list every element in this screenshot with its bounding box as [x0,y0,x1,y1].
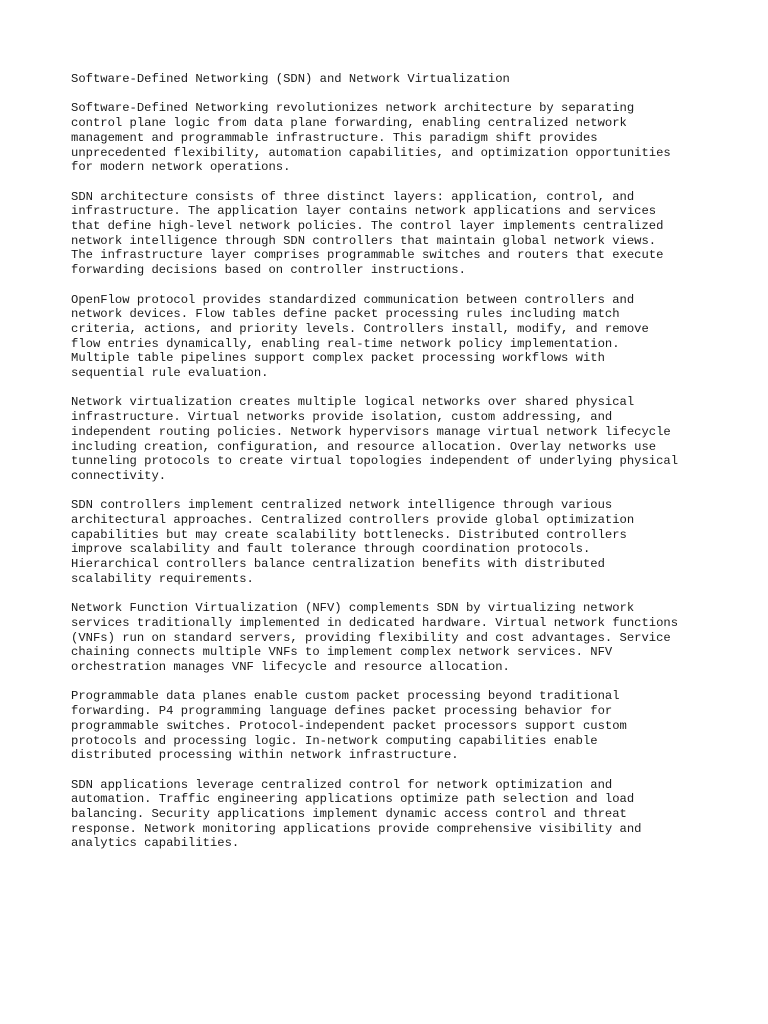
paragraph-line: OpenFlow protocol provides standardized communication between controllers and [71,292,635,307]
document-page [71,72,731,866]
paragraph-line: balancing. Security applications implement dynamic access control and threat [71,807,627,822]
paragraph-line: Programmable data planes enable custom packet processing beyond traditional [71,689,620,704]
paragraph-sdn-controllers [71,498,731,586]
paragraph-line: scalability requirements. [71,571,254,586]
paragraph-line: including creation, configuration, and resource allocation. Overlay networks use [71,439,657,454]
paragraph-line: (VNFs) run on standard servers, providing flexibility and cost advantages. Service [71,630,671,645]
paragraph-line: automation. Traffic engineering applications optimize path selection and load [71,792,635,807]
paragraph-line: management and programmable infrastructure. This paradigm shift provides [71,130,598,145]
paragraph-line: chaining connects multiple VNFs to implement complex network services. NFV [71,645,613,660]
paragraph-line: infrastructure. Virtual networks provide isolation, custom addressing, and [71,410,613,425]
paragraph-line: forwarding decisions based on controller instructions. [71,263,466,278]
paragraph-line: network devices. Flow tables define packet processing rules including match [71,307,620,322]
paragraph-line: SDN controllers implement centralized network intelligence through various [71,498,613,513]
paragraph-line: SDN architecture consists of three distinct layers: application, control, and [71,189,635,204]
paragraph-line: analytics capabilities. [71,836,240,851]
paragraph-line: network intelligence through SDN controllers that maintain global network views. [71,233,657,248]
paragraph-line: Software-Defined Networking revolutionizes network architecture by separating [71,101,635,116]
paragraph-sdn-applications [71,778,731,852]
paragraph-nfv [71,601,731,675]
paragraph-line: Hierarchical controllers balance centralization benefits with distributed [71,557,605,572]
paragraph-line: SDN applications leverage centralized control for network optimization and [71,777,613,792]
paragraph-line: flow entries dynamically, enabling real-time network policy implementation. [71,336,620,351]
paragraph-sdn-architecture [71,190,731,278]
paragraph-network-virtualization [71,395,731,483]
paragraph-line: connectivity. [71,468,167,483]
paragraph-line: Multiple table pipelines support complex packet processing workflows with [71,351,605,366]
paragraph-line: unprecedented flexibility, automation capabilities, and optimization opportunities [71,145,671,160]
paragraph-line: forwarding. P4 programming language defines packet processing behavior for [71,704,613,719]
paragraph-line: architectural approaches. Centralized controllers provide global optimization [71,513,635,528]
paragraph-line: Network Function Virtualization (NFV) complements SDN by virtualizing network [71,601,635,616]
paragraph-line: independent routing policies. Network hypervisors manage virtual network lifecycle [71,424,671,439]
paragraph-line: infrastructure. The application layer contains network applications and services [71,204,657,219]
paragraph-line: that define high-level network policies. The control layer implements centralized [71,219,664,233]
paragraph-line: programmable switches. Protocol-independent packet processors support custom [71,718,627,733]
paragraph-line: sequential rule evaluation. [71,366,269,381]
paragraph-openflow [71,293,731,381]
paragraph-line: distributed processing within network infrastructure. [71,748,459,763]
paragraph-line: services traditionally implemented in dedicated hardware. Virtual network functions [71,615,679,630]
paragraph-line: criteria, actions, and priority levels. Controllers install, modify, and remove [71,321,649,336]
document-title: Software-Defined Networking (SDN) and Network Virtualization [71,72,510,86]
paragraph-line: response. Network monitoring applications provide comprehensive visibility and [71,821,642,836]
paragraph-line: improve scalability and fault tolerance through coordination protocols. [71,542,591,557]
paragraph-line: protocols and processing logic. In-network computing capabilities enable [71,733,598,748]
paragraph-sdn-intro [71,101,731,175]
paragraph-line: Network virtualization creates multiple logical networks over shared physical [71,395,635,410]
paragraph-line: control plane logic from data plane forwarding, enabling centralized network [71,116,627,131]
paragraph-programmable-data-planes [71,689,731,763]
paragraph-line: The infrastructure layer comprises programmable switches and routers that execute [71,248,664,263]
paragraph-line: for modern network operations. [71,160,291,175]
paragraph-line: capabilities but may create scalability bottlenecks. Distributed controllers [71,527,627,542]
paragraph-line: tunneling protocols to create virtual topologies independent of underlying physical [71,454,679,469]
paragraph-line: orchestration manages VNF lifecycle and resource allocation. [71,660,510,675]
